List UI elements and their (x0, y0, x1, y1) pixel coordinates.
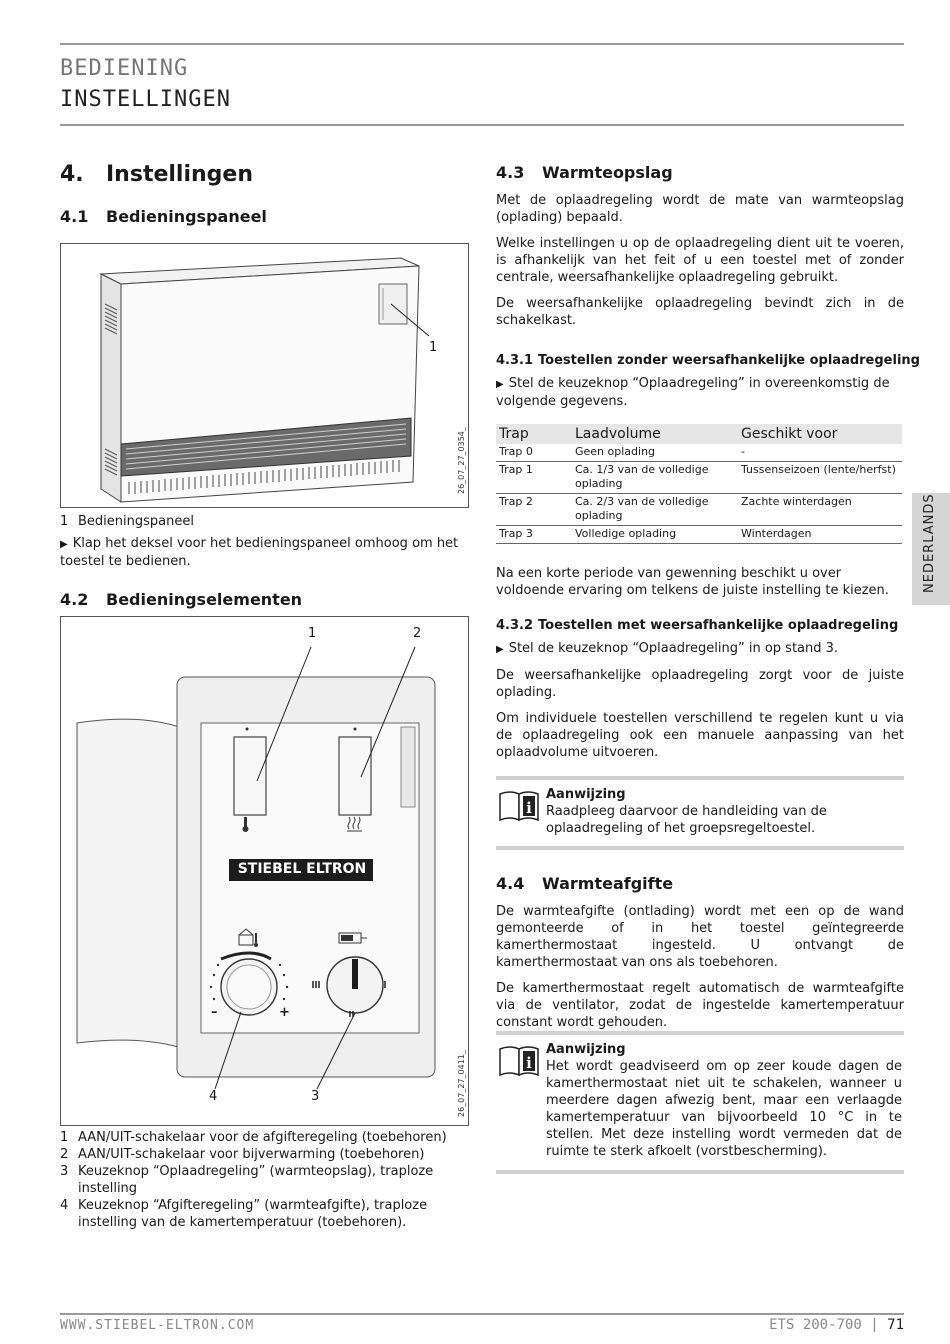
note-box-2 (496, 1031, 904, 1174)
header-section: BEDIENING (60, 56, 189, 81)
figure-1-code: 26_07_27_0354_ (457, 427, 466, 494)
legend-item: 3 Keuzeknop “Oplaadregeling” (warmteopslag), traploze instelling (60, 1164, 434, 1196)
section-4-3-after-table: Na een korte periode van gewenning beschikt u over voldoende ervaring om telkens de juiste instelling te kiezen. (496, 566, 889, 598)
figure-2-legend (60, 1129, 465, 1231)
note-1-text: Raadpleeg daarvoor de handleiding van de oplaadregeling of het groepsregeltoestel. (546, 804, 827, 836)
section-4-3-1-heading: 4.3.1 Toestellen zonder weersafhankelijke oplaadregeling (496, 353, 920, 368)
section-4-1-heading: 4.1 Bedieningspaneel (60, 207, 267, 226)
info-book-icon (498, 1045, 542, 1077)
figure-heater (60, 243, 469, 508)
note-2-text: Het wordt geadviseerd om op zeer koude dagen de kamerthermostaat niet uit te schakelen, wanneer u meerdere dagen afwezig bent, maar een verlaagde kamertemperatuur van bijvoorbeeld 10 °C in te stellen. Met deze instelling wordt vermeden dat de ruimte te sterk afkoelt (vorstbescherming). (546, 1059, 902, 1159)
figure-2-code: 26_07_27_0411_ (457, 1050, 466, 1117)
note-2-content (546, 1041, 902, 1160)
footer-separator: | (870, 1317, 879, 1333)
note-box-1 (496, 776, 904, 850)
figure-2-callout-2: 2 (413, 626, 422, 641)
figure-1-callout-1: 1 (429, 340, 438, 355)
footer-model: ETS 200-700 (769, 1317, 862, 1333)
top-rule (60, 43, 904, 45)
section-4-heading: 4. Instellingen (60, 162, 253, 187)
note-2-title: Aanwijzing (546, 1042, 626, 1057)
section-4-3-heading: 4.3 Warmteopslag (496, 163, 673, 182)
page-number: 71 (887, 1317, 904, 1333)
section-4-4-heading: 4.4 Warmteafgifte (496, 874, 674, 893)
note-1-content (546, 786, 902, 837)
figure-2-callout-1: 1 (308, 626, 317, 641)
svg-text:i: i (526, 1054, 532, 1072)
footer-page-info (769, 1317, 904, 1333)
table-row: Trap 3 Volledige oplading Winterdagen (496, 526, 902, 544)
section-4-3-2-heading: 4.3.2 Toestellen met weersafhankelijke oplaadregeling (496, 618, 899, 633)
section-4-1-instruction: ▶ Klap het deksel voor het bedieningspaneel omhoog om het toestel te bedienen. (60, 535, 460, 570)
section-4-3-1-instruction: ▶ Stel de keuzeknop “Oplaadregeling” in overeenkomstig de volgende gegevens. (496, 375, 896, 410)
language-tab (912, 493, 950, 605)
section-4-4-text: De warmteafgifte (ontlading) wordt met een op de wand gemonteerde of in het toestel geïntegreerde kamerthermostaat ingesteld. U ontvangt de kamerthermostaat van ons als toebehoren. De kamerthermostaat regelt automatisch de warmteafgifte via de ventilator, zodat de ingestelde kamertemperatuur constant wordt gehouden. (496, 904, 904, 1030)
trap-table (496, 424, 902, 544)
knob-plus-mark: + (279, 1005, 290, 1020)
note-1-title: Aanwijzing (546, 787, 626, 802)
table-row: Trap 1 Ca. 1/3 van de volledige oplading Tussenseizoen (lente/herfst) (496, 462, 902, 494)
col-header: Trap (496, 424, 572, 444)
language-tab-label: NEDERLANDS (922, 493, 937, 593)
footer-url: WWW.STIEBEL-ELTRON.COM (60, 1318, 255, 1333)
col-header: Geschikt voor (738, 424, 902, 444)
section-4-2-heading: 4.2 Bedieningselementen (60, 590, 303, 609)
table-row: Trap 2 Ca. 2/3 van de volledige oplading Zachte winterdagen (496, 494, 902, 526)
table-header-row (496, 424, 902, 444)
brand-logo: STIEBEL ELTRON (237, 861, 367, 877)
figure-1-legend-item: 1 Bedieningspaneel (60, 514, 194, 529)
footer-rule (60, 1313, 904, 1315)
legend-item: 1 AAN/UIT-schakelaar voor de afgifteregeling (toebehoren) (60, 1130, 447, 1145)
section-4-3-2-text: De weersafhankelijke oplaadregeling zorgt voor de juiste oplading. Om individuele toestellen verschillend te regelen kunt u via de oplaadregeling ook een manuele aanpassing van het oplaadvolume uitvoeren. (496, 668, 904, 760)
figure-control-panel (60, 616, 469, 1126)
table-row: Trap 0 Geen oplading - (496, 444, 902, 462)
section-4-3-text: Met de oplaadregeling wordt de mate van warmteopslag (oplading) bepaald. Welke instellingen u op de oplaadregeling dient uit te voeren, is afhankelijk van het feit of u een toestel met of zonder centrale, weersafhankelijke oplaadregeling gebruikt. De weersafhankelijke oplaadregeling bevindt zich in de schakelkast. (496, 193, 904, 328)
heater-illustration (61, 244, 468, 507)
legend-item: 2 AAN/UIT-schakelaar voor bijverwarming (toebehoren) (60, 1147, 425, 1162)
info-book-icon (498, 790, 542, 822)
header-rule (60, 124, 904, 126)
svg-text:i: i (526, 799, 532, 817)
legend-item: 4 Keuzeknop “Afgifteregeling” (warmteafgifte), traploze instelling van de kamertemperatuur (toebehoren). (60, 1198, 428, 1230)
figure-2-callout-4: 4 (209, 1089, 218, 1104)
col-header: Laadvolume (572, 424, 738, 444)
header-subsection: INSTELLINGEN (60, 87, 231, 112)
knob-minus-mark: – (211, 1005, 218, 1020)
section-4-3-2-instruction: ▶ Stel de keuzeknop “Oplaadregeling” in op stand 3. (496, 640, 896, 658)
figure-2-callout-3: 3 (311, 1089, 320, 1104)
